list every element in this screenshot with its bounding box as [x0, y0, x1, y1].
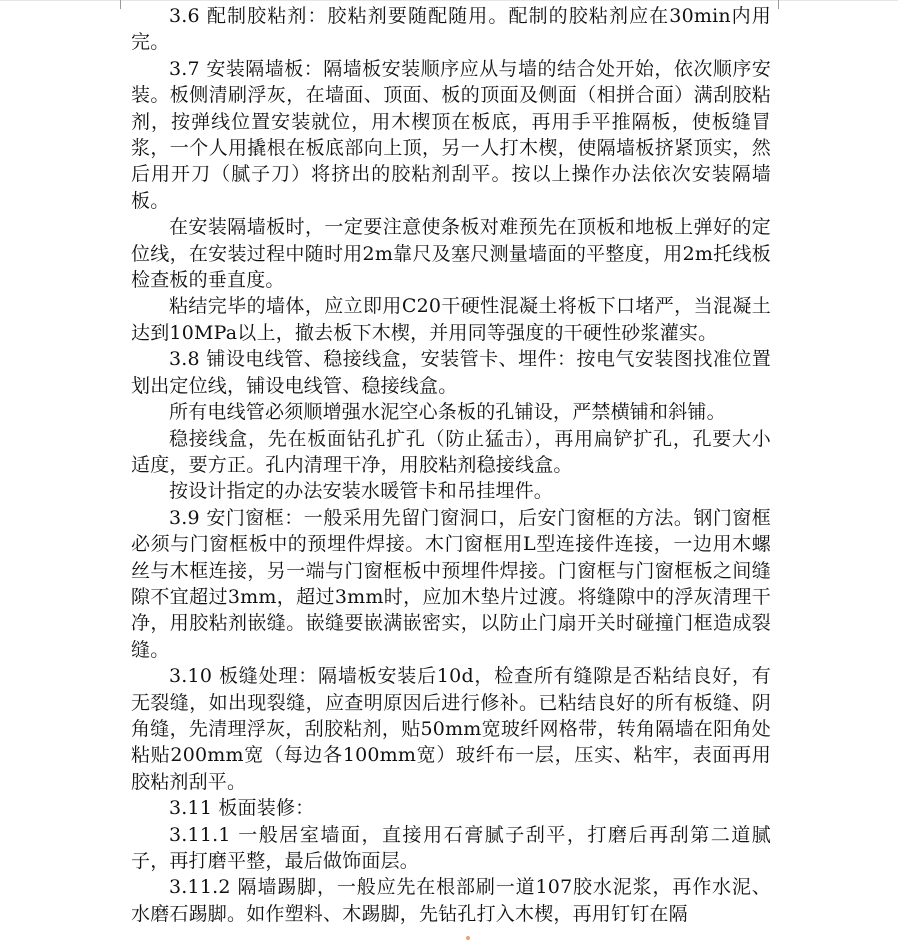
paragraph: 3.10 板缝处理：隔墙板安装后10d，检查所有缝隙是否粘结良好，有无裂缝，如出现裂缝，应查明原因后进行修补。已粘结良好的所有板缝、阴角缝，先清理浮灰，刮胶粘剂，贴50mm宽玻纤网格带，转角隔墙在阳角处粘贴200mm宽（每边各100mm宽）玻纤布一层，压实、粘牢，表面再用胶粘剂刮平。 [131, 665, 771, 793]
page-top-edge [0, 0, 898, 1]
paragraph: 3.11.2 隔墙踢脚，一般应先在根部刷一道107胶水泥浆，再作水泥、水磨石踢脚。如作塑料、木踢脚，先钻孔打入木楔，再用钉钉在隔 [131, 876, 771, 925]
document-body [131, 3, 771, 927]
paragraph: 按设计指定的办法安装水暖管卡和吊挂埋件。 [169, 480, 554, 503]
paragraph: 3.8 铺设电线管、稳接线盒，安装管卡、埋件：按电气安装图找准位置划出定位线，铺设电线管、稳接线盒。 [131, 348, 771, 397]
paragraph: 粘结完毕的墙体，应立即用C20干硬性混凝土将板下口堵严，当混凝土达到10MPa以上，撤去板下木楔，并用同等强度的干硬性砂浆灌实。 [131, 295, 771, 344]
margin-mark-left [110, 0, 121, 9]
paragraph: 稳接线盒，先在板面钻孔扩孔（防止猛击），再用扁铲扩孔，孔要大小适度，要方正。孔内清理干净，用胶粘剂稳接线盒。 [131, 427, 771, 476]
paragraph: 在安装隔墙板时，一定要注意使条板对难预先在顶板和地板上弹好的定位线，在安装过程中随时用2m靠尺及塞尺测量墙面的平整度，用2m托线板检查板的垂直度。 [131, 216, 771, 292]
paragraph: 所有电线管必须顺增强水泥空心条板的孔铺设，严禁横铺和斜铺。 [169, 401, 726, 424]
paragraph: 3.9 安门窗框：一般采用先留门窗洞口，后安门窗框的方法。钢门窗框必须与门窗框板中的预埋件焊接。木门窗框用L型连接件连接，一边用木螺丝与木框连接，另一端与门窗框板中预埋件焊接。门窗框与门窗框板之间缝隙不宜超过3mm，超过3mm时，应加木垫片过渡。将缝隙中的浮灰清理干净，用胶粘剂嵌缝。嵌缝要嵌满嵌密实，以防止门扇开关时碰撞门框造成裂缝。 [131, 506, 771, 661]
paragraph: 3.11.1 一般居室墙面，直接用石膏腻子刮平，打磨后再刮第二道腻子，再打磨平整，最后做饰面层。 [131, 823, 771, 872]
paragraph: 3.7 安装隔墙板：隔墙板安装顺序应从与墙的结合处开始，依次顺序安装。板侧清刷浮灰，在墙面、顶面、板的顶面及侧面（相拼合面）满刮胶粘剂，按弹线位置安装就位，用木楔顶在板底，再用手平推隔板，使板缝冒浆，一个人用撬根在板底部向上顶，另一人打木楔，使隔墙板挤紧顶实，然后用开刀（腻子刀）将挤出的胶粘剂刮平。按以上操作办法依次安装隔墙板。 [131, 57, 771, 212]
paragraph: 3.11 板面装修： [169, 797, 315, 820]
paragraph: 3.6 配制胶粘剂：胶粘剂要随配随用。配制的胶粘剂应在30min内用完。 [131, 5, 771, 54]
cursor-marker [466, 936, 470, 940]
margin-mark-right [778, 0, 789, 9]
